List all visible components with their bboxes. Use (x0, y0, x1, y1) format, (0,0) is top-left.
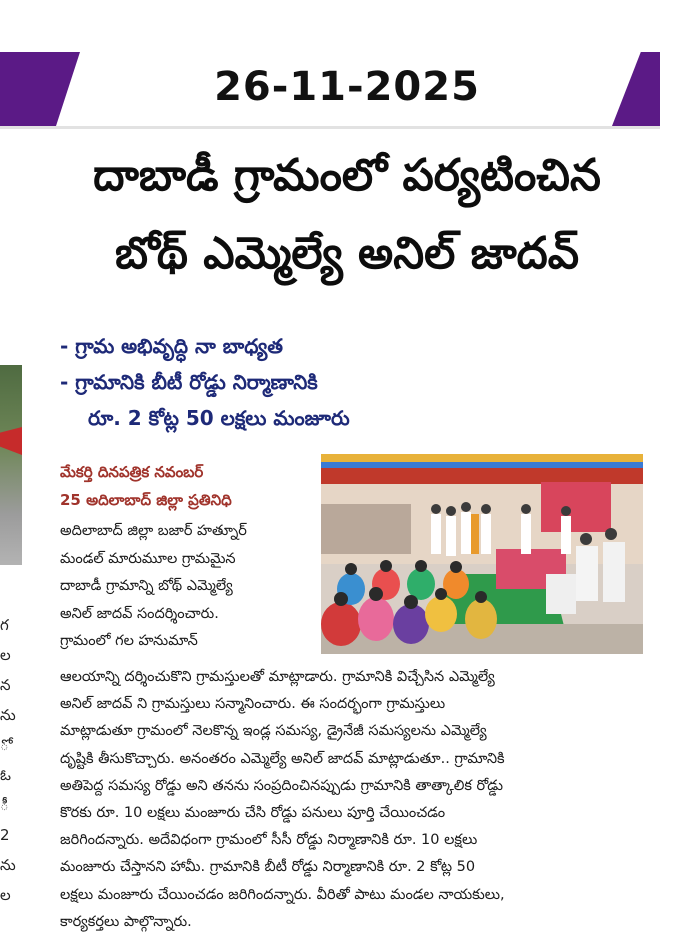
article-body-narrow (60, 518, 312, 656)
fragment-char: న (0, 676, 11, 694)
article-line: ఆలయాన్ని దర్శించుకొని గ్రామస్తులతో మాట్లాడారు. గ్రామానికి విచ్చేసిన ఎమ్మెల్యే (60, 669, 495, 685)
fragment-char: గ (0, 616, 9, 634)
adjacent-photo-red-shape (0, 427, 22, 455)
subpoint: రూ. 2 కోట్ల 50 లక్షలు మంజూరు (88, 406, 350, 430)
article-line: దాబాడీ గ్రామాన్ని బోథ్ ఎమ్మెల్యే (60, 578, 233, 594)
article-line: అదిలాబాద్ జిల్లా బజార్ హత్నూర్ (60, 523, 247, 539)
byline-line: మేకర్తి దినపత్రిక నవంబర్ (60, 463, 204, 481)
issue-date: 26-11-2025 (214, 64, 480, 110)
article-body-wide (60, 664, 656, 936)
article-line: మాట్లాడుతూ గ్రామంలో నెలకొన్న ఇండ్ల సమస్య, డ్రైనేజీ సమస్యలను ఎమ్మెల్యే (60, 723, 487, 740)
article-line: కార్యకర్తలు పాల్గొన్నారు. (60, 913, 192, 930)
article-line: అనిల్ జాదవ్ సందర్శించారు. (60, 605, 219, 622)
subpoint: - గ్రామానికి బీటీ రోడ్డు నిర్మాణానికి (60, 370, 318, 394)
article-line: మండల్ మారుమూల గ్రామమైన (60, 550, 236, 567)
fragment-char: 2 (0, 826, 10, 844)
subheadline-list (60, 328, 660, 436)
byline-line: 25 అదిలాబాద్ జిల్లా ప్రతినిధి (60, 491, 232, 509)
headline-line-2: బోథ్ ఎమ్మెల్యే అనిల్ జాదవ్ (114, 228, 580, 279)
fragment-char: ీ (0, 796, 9, 814)
article-line: అనిల్ జాదవ్ ని గ్రామస్తులు సన్మానించారు. ఈ సందర్భంగా గ్రామస్తులు (60, 696, 446, 713)
fragment-char: ఓ (0, 766, 11, 784)
byline (60, 458, 310, 514)
adjacent-article-text-fragment (0, 610, 22, 910)
fragment-char: ను (0, 856, 16, 874)
article-line: కొరకు రూ. 10 లక్షలు మంజూరు చేసి రోడ్డు పనులు పూర్తి చేయించడం (60, 805, 446, 822)
article-line: లక్షలు మంజూరు చేయించడం జరిగిందన్నారు. వీరితో పాటు మండల నాయకులు, (60, 886, 505, 903)
adjacent-article-photo-fragment (0, 365, 22, 565)
headline-line-1: దాబాడీ గ్రామంలో పర్యటించిన (93, 150, 601, 201)
fragment-char: ల (0, 886, 11, 904)
article-line: జరిగిందన్నారు. అదేవిధంగా గ్రామంలో సీసీ రోడ్డు నిర్మాణానికి రూ. 10 లక్షలు (60, 832, 478, 849)
fragment-char: ో (0, 736, 9, 754)
article-line: దృష్టికి తీసుకొచ్చారు. అనంతరం ఎమ్మెల్యే అనిల్ జాదవ్ మాట్లాడుతూ.. గ్రామానికి (60, 750, 505, 767)
fragment-char: ల (0, 646, 11, 664)
fragment-char: ను (0, 706, 16, 724)
article-line: అతిపెద్ద సమస్య రోడ్డు అని తనను సంప్రదించినప్పుడు గ్రామానికి తాత్కాలిక రోడ్డు (60, 777, 503, 794)
article-line: గ్రామంలో గల హనుమాన్ (60, 633, 198, 649)
news-photo-meeting (321, 454, 643, 654)
subpoint: - గ్రామ అభివృద్ధి నా బాధ్యత (60, 334, 283, 358)
article-line: మంజూరు చేస్తానని హామీ. గ్రామానికి బీటీ రోడ్డు నిర్మాణానికి రూ. 2 కోట్ల 50 (60, 859, 476, 876)
